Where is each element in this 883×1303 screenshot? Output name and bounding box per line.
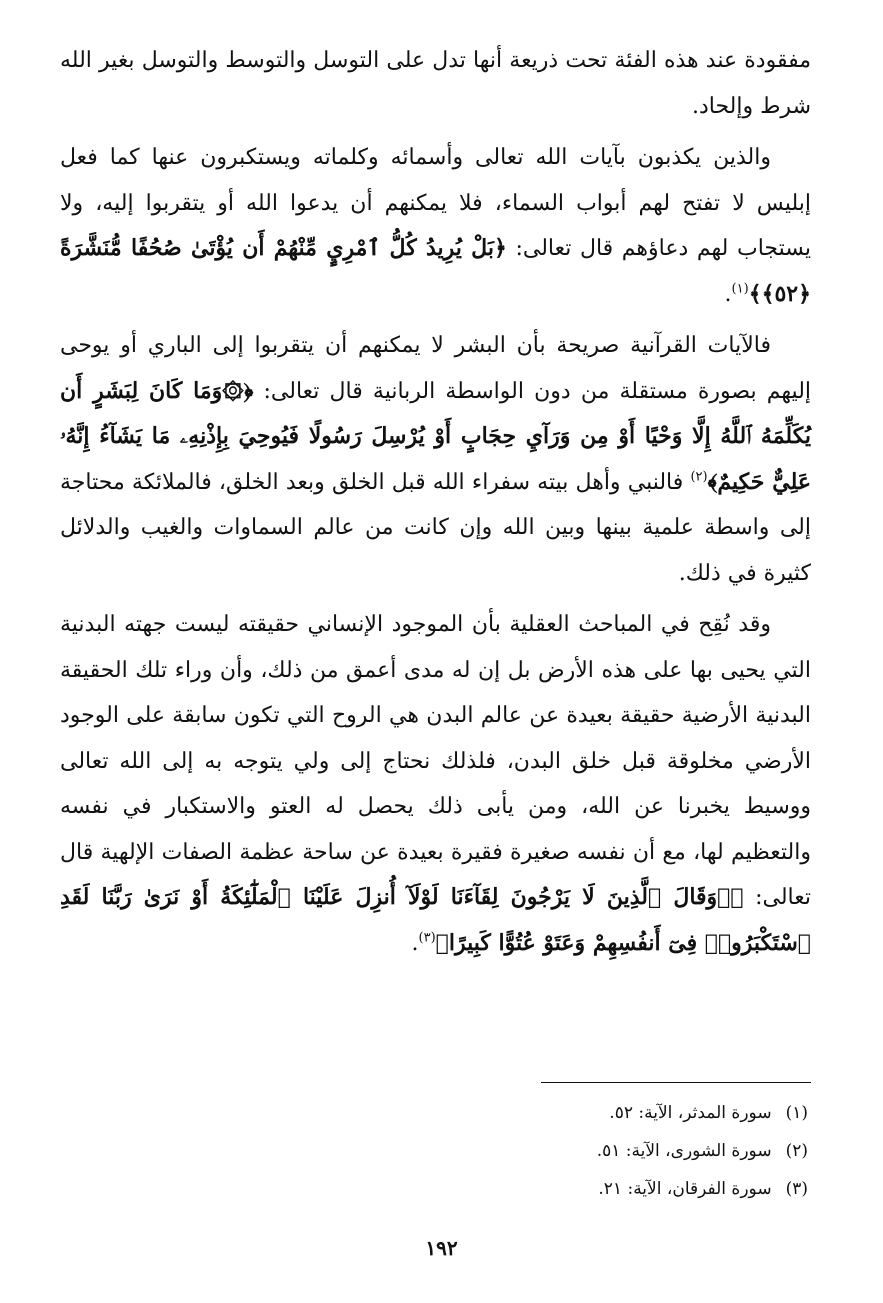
paragraph-2-text: والذين يكذبون بآيات الله تعالى وأسمائه وكلماته ويستكبرون عنها كما فعل إبليس لا تفتح لهم أبواب السماء، فلا يمكنهم أن يدعوا الله أو يتقربوا إليه، ولا يستجاب لهم دعاؤهم قال تعالى: — [60, 145, 811, 261]
footnote-number: (٢) — [785, 1141, 808, 1161]
paragraph-3 — [60, 323, 811, 596]
paragraph-1-text: مفقودة عند هذه الفئة تحت ذريعة أنها تدل على التوسل والتوسط والتوسل بغير الله شرط وإلحاد. — [60, 48, 811, 119]
page-number: ١٩٢ — [425, 1236, 458, 1260]
footnote-text: سورة المدثر، الآية: ٥٢. — [609, 1103, 772, 1123]
footnote-number: (٣) — [785, 1179, 808, 1199]
footnote-3 — [597, 1170, 808, 1208]
footnote-2 — [597, 1132, 808, 1170]
footnote-ref-3: (٣) — [418, 930, 436, 946]
paragraph-4-text: وقد نُقِح في المباحث العقلية بأن الموجود الإنساني حقيقته ليست جهته البدنية التي يحيى بها على هذه الأرض بل إن له مدى أعمق من ذلك، وأن وراء تلك الحقيقة البدنية الأرضية حقيقة بعيدة عن عالم البدن هي الروح التي تكون سابقة على الوجود الأرضي مخلوقة قبل خلق البدن، فلذلك نحتاج إلى ولي يتوجه به إلى الله تعالى ووسيط يخبرنا عن الله، ومن يأبى ذلك يحصل له العتو والاستكبار في نفسه والتعظيم لها، مع أن نفسه صغيرة فقيرة بعيدة عن ساحة عظمة الصفات الإلهية قال تعالى: — [60, 612, 812, 910]
footnote-divider — [541, 1082, 811, 1083]
footnote-number: (١) — [785, 1103, 808, 1123]
footnote-text: سورة الشورى، الآية: ٥١. — [596, 1141, 772, 1161]
quran-verse-2: ﴿۞وَمَا كَانَ لِبَشَرٍ أَن يُكَلِّمَهُ ٱللَّهُ إِلَّا وَحْيًا أَوْ مِن وَرَآيِ حِجَابٍ أَوْ يُرْسِلَ رَسُولًا فَيُوحِيَ بِإِذْنِهِۦ مَا يَشَآءُ إِنَّهُۥ عَلِيٌّ حَكِيمٌ﴾ — [60, 377, 811, 495]
footnotes — [597, 1094, 808, 1208]
paragraph-3-text: فالآيات القرآنية صريحة بأن البشر لا يمكنهم أن يتقربوا إلى الباري أو يوحى إليهم بصورة مستقلة من دون الواسطة الربانية قال تعالى: — [60, 333, 812, 404]
paragraph-3-continuation: فالنبي وأهل بيته سفراء الله قبل الخلق وبعد الخلق، فالملائكة محتاجة إلى واسطة علمية بينها وبين الله وإن كانت من عالم السماوات والغيب والدلائل كثيرة في ذلك. — [60, 469, 811, 586]
footnote-ref-1: (١) — [731, 281, 749, 297]
paragraph-1 — [60, 38, 811, 129]
paragraph-4-end: . — [411, 930, 419, 956]
quran-verse-3: ﴿۞وَقَالَ ٱلَّذِينَ لَا يَرْجُونَ لِقَآءَنَا لَوْلَآ أُنزِلَ عَلَيْنَا ٱلْمَلَٰٓئِكَةُ أَوْ نَرَىٰ رَبَّنَا لَقَدِ ٱسْتَكْبَرُوا۟ فِىٓ أَنفُسِهِمْ وَعَتَوْ عُتُوًّا كَبِيرًا﴾ — [60, 884, 811, 956]
paragraph-4 — [60, 602, 811, 966]
paragraph-2 — [60, 135, 811, 317]
footnote-1 — [597, 1094, 808, 1132]
quran-verse-1: ﴿بَلْ يُرِيدُ كُلُّ ٱمْرِيٍٕ مِّنْهُمْ أَن يُؤْتَىٰ صُحُفًا مُّنَشَّرَةً ﴿٥٢﴾﴾ — [60, 235, 811, 307]
paragraph-2-end: . — [724, 281, 732, 307]
footnote-text: سورة الفرقان، الآية: ٢١. — [598, 1179, 772, 1199]
footnote-ref-2: (٢) — [690, 469, 708, 485]
page-body — [60, 38, 811, 966]
